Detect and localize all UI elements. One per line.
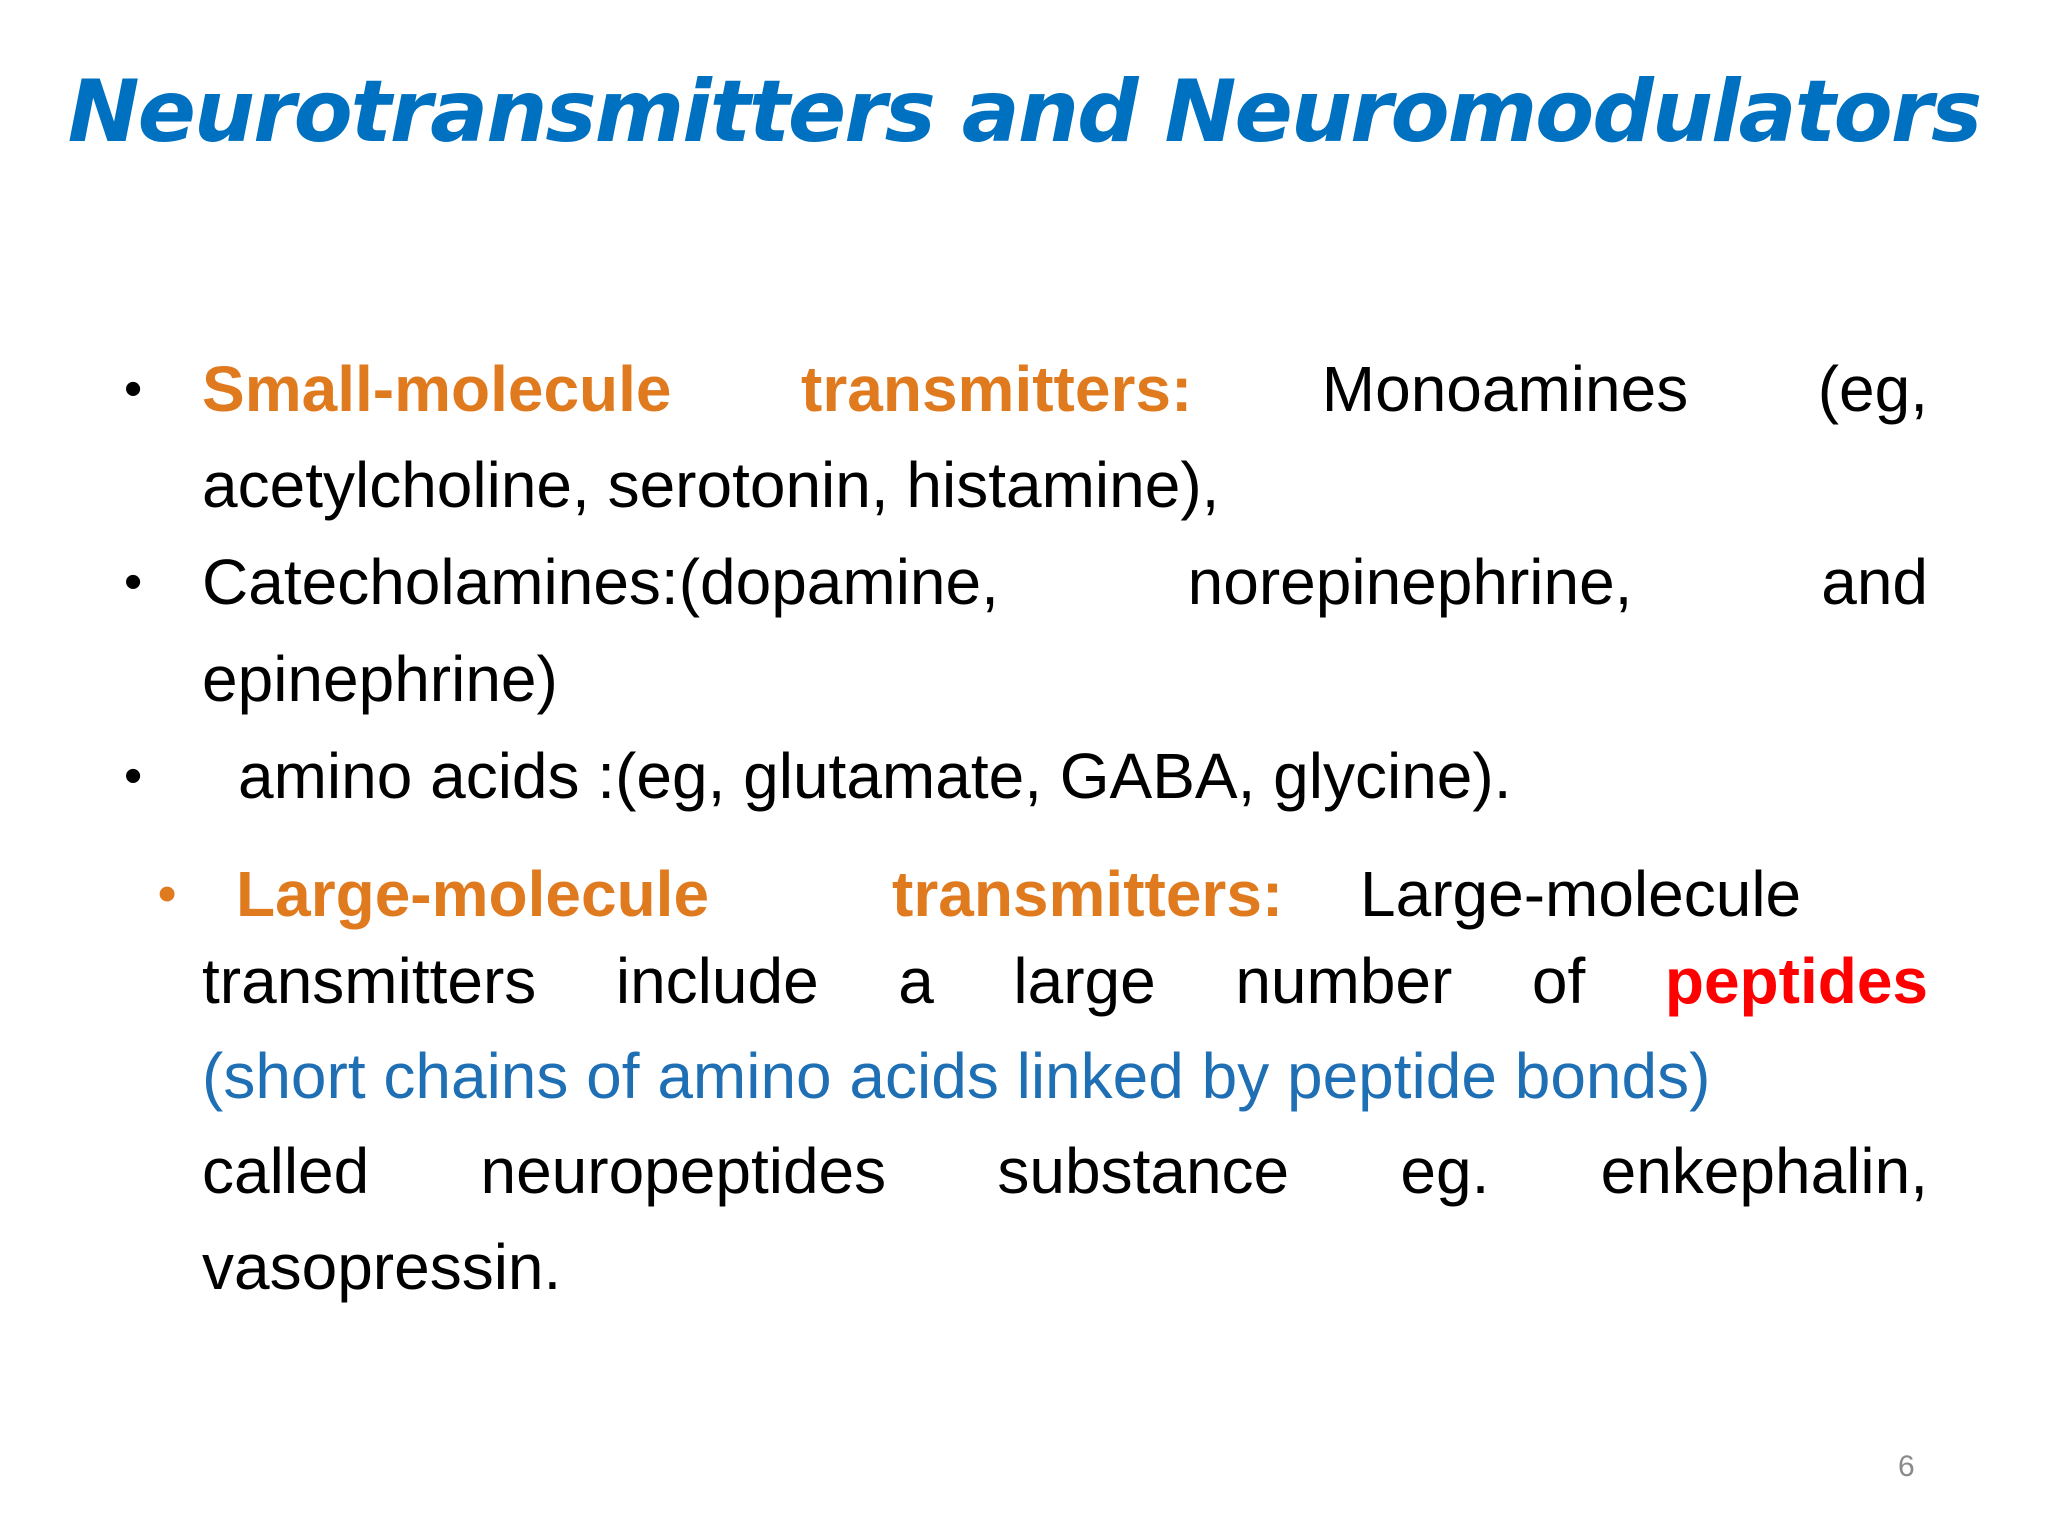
catecholamines-line-1 — [202, 533, 1928, 631]
large-line-2 — [202, 932, 1928, 1030]
small-eg: (eg, — [1817, 353, 1928, 425]
large-word: of — [1531, 945, 1586, 1017]
large-line-1-heading-2 — [892, 845, 1283, 943]
bullet-dot-amino: • — [124, 747, 143, 805]
catecholamines-word-3: and — [1821, 546, 1928, 618]
large-line-4 — [202, 1122, 1928, 1220]
large-line-5: vasopressin. — [202, 1231, 562, 1303]
large-word: number — [1235, 945, 1453, 1017]
large-word: transmitters — [202, 945, 537, 1017]
amino-line-1: amino acids :(eg, glutamate, GABA, glycine). — [238, 740, 1512, 812]
small-monoamines: Monoamines — [1321, 353, 1689, 425]
small-heading-word-1: Small-molecule — [202, 353, 672, 425]
large-word: include — [615, 945, 819, 1017]
large-word: large — [1013, 945, 1156, 1017]
large-line-3: (short chains of amino acids linked by peptide bonds) — [202, 1040, 1711, 1112]
bullet-dot-large: • — [158, 865, 177, 923]
small-heading-word-2: transmitters: — [801, 353, 1193, 425]
bullet-dot-small: • — [124, 360, 143, 418]
catecholamines-word-2: norepinephrine, — [1187, 546, 1633, 618]
large-word: a — [898, 945, 934, 1017]
large-word: eg. — [1400, 1135, 1490, 1207]
large-word: called — [202, 1135, 370, 1207]
catecholamines-line-2: epinephrine) — [202, 643, 558, 715]
small-line-2: acetylcholine, serotonin, histamine), — [202, 449, 1220, 521]
catecholamines-word-1: Catecholamines:(dopamine, — [202, 546, 999, 618]
large-line-1-tail: Large-molecule — [1360, 858, 1802, 930]
large-word: enkephalin, — [1600, 1135, 1928, 1207]
peptides-highlight: peptides — [1664, 945, 1928, 1017]
large-heading-word-1: Large-molecule — [236, 858, 710, 930]
page-number: 6 — [1898, 1450, 1915, 1483]
bullet-dot-catecholamines: • — [124, 553, 143, 611]
slide-title: Neurotransmitters and Neuromodulators — [67, 62, 1981, 162]
small-line-1 — [202, 340, 1928, 438]
large-word: neuropeptides — [480, 1135, 887, 1207]
large-heading-word-2: transmitters: — [892, 858, 1284, 930]
large-word: substance — [997, 1135, 1290, 1207]
large-line-1 — [236, 845, 709, 943]
